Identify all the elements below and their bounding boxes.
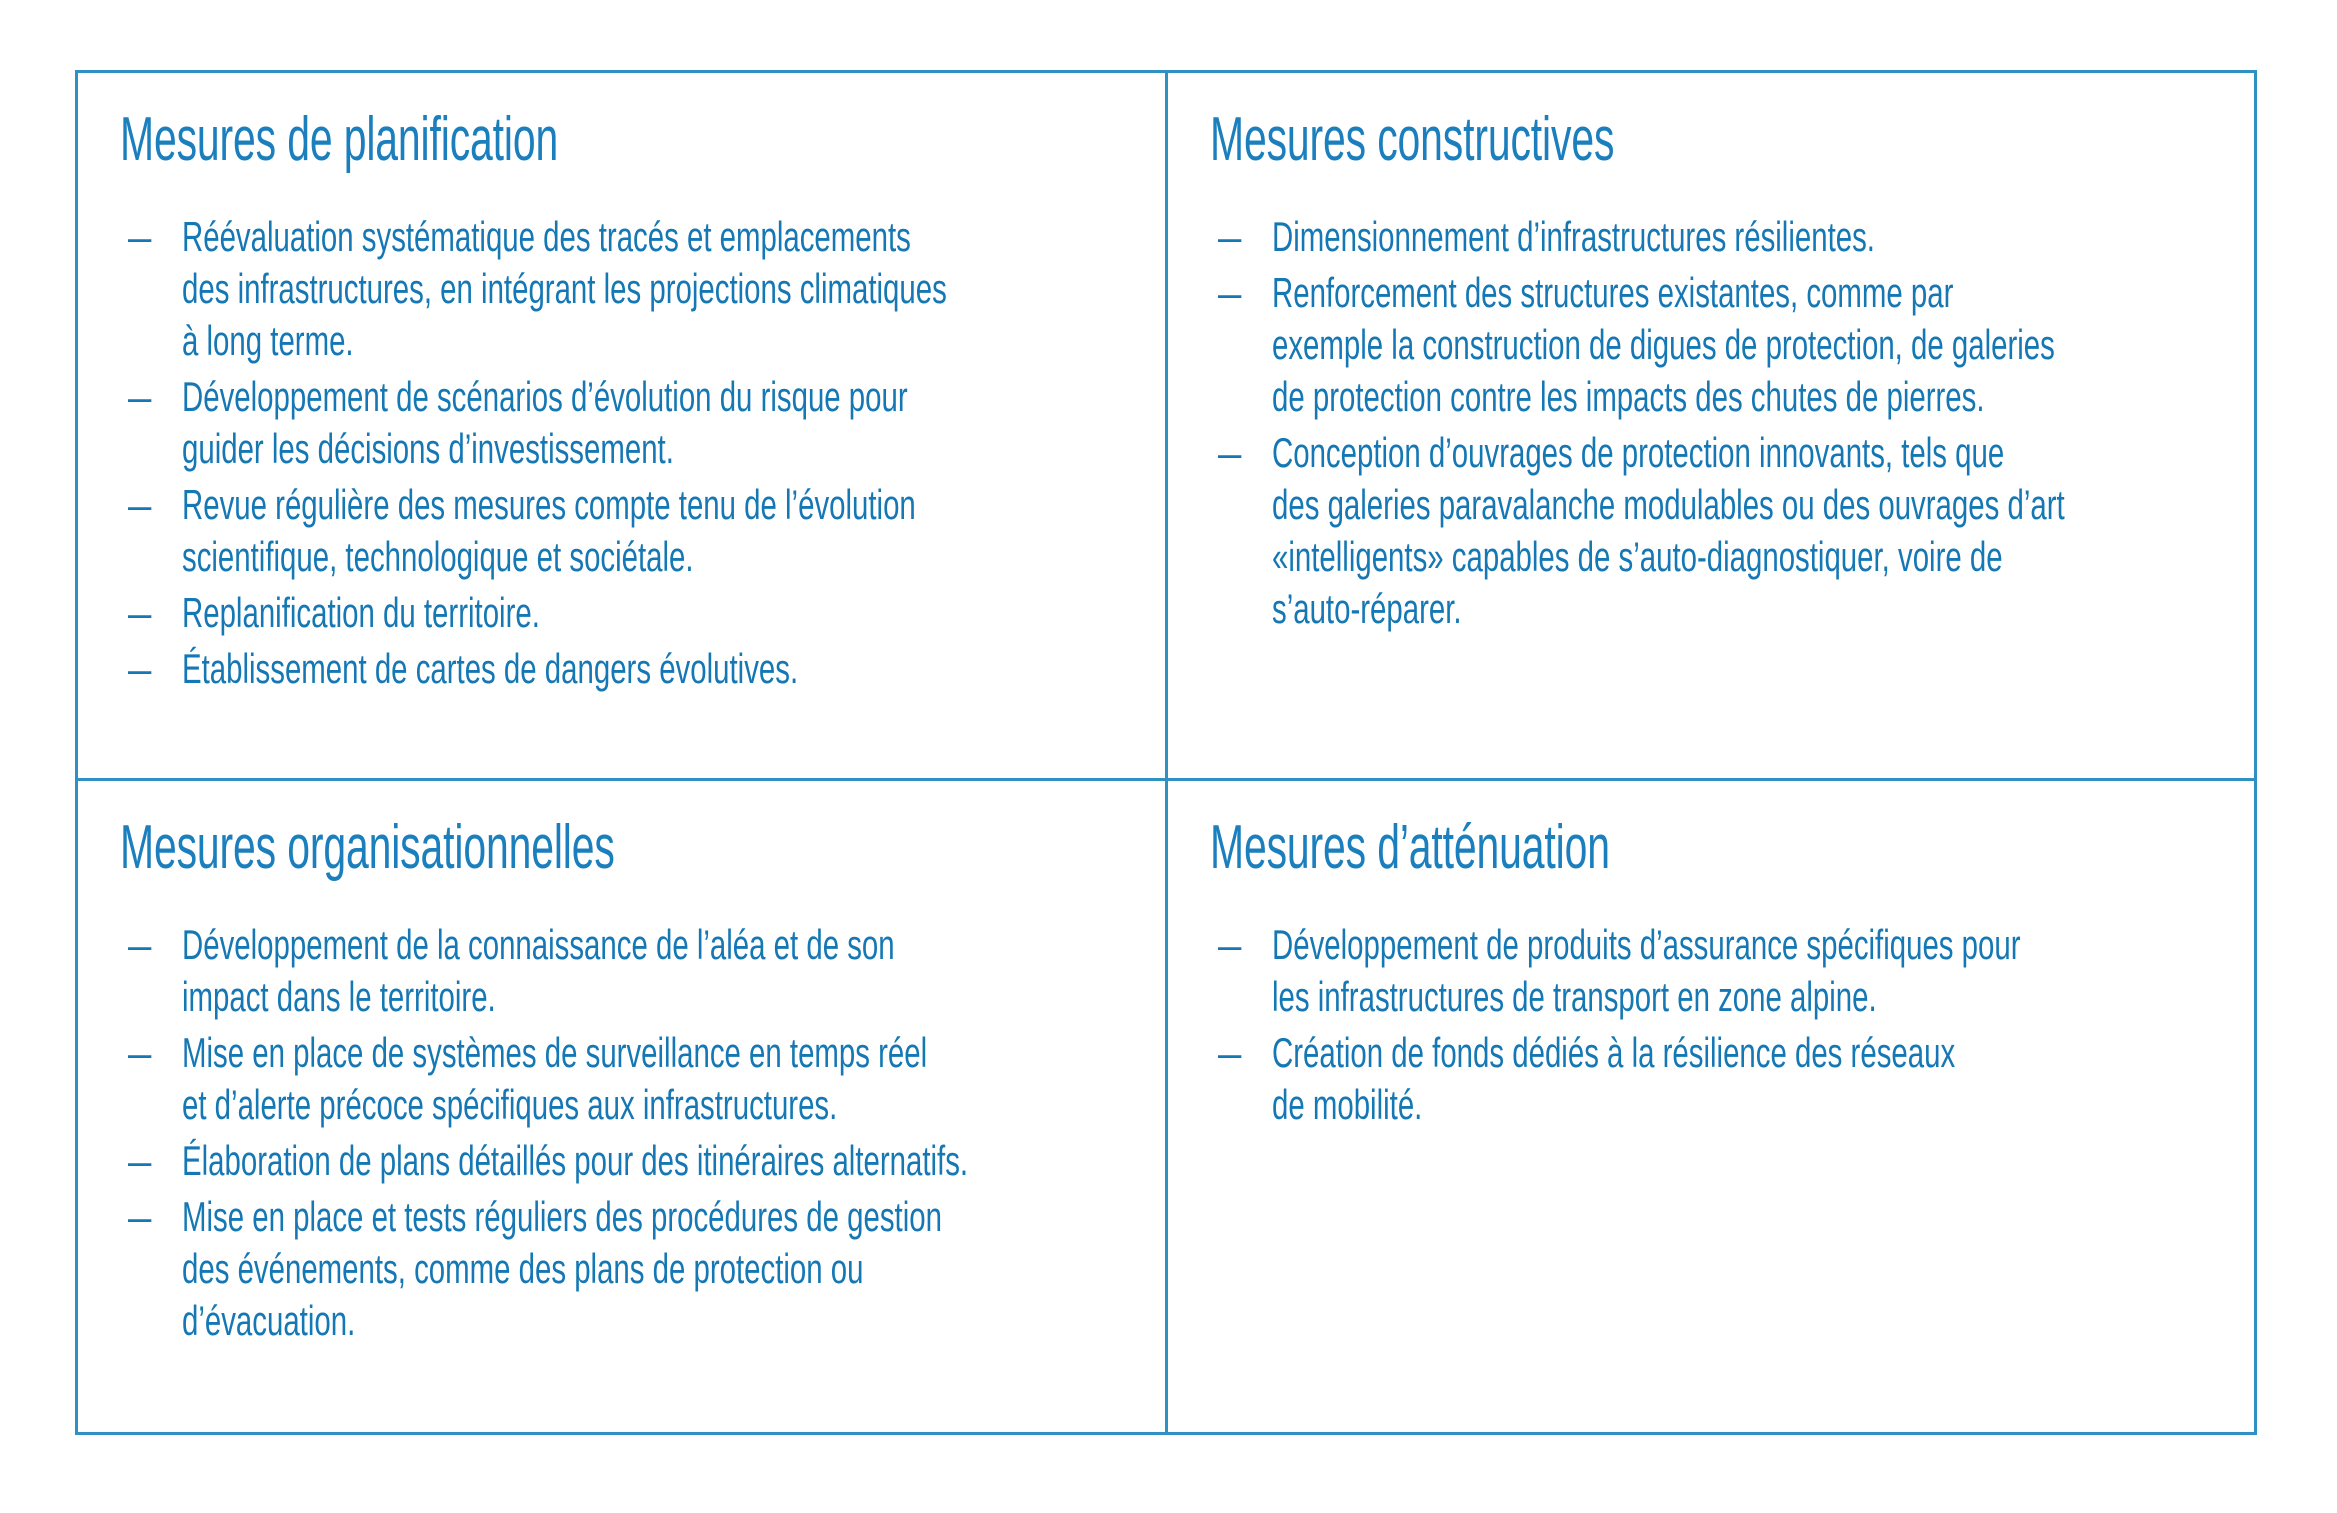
bullet-text [182, 1191, 1126, 1347]
bullet-dash-icon: – [1218, 213, 1242, 260]
bullet-item [1210, 267, 2217, 423]
bullet-text-line: «intelligents» capables de s’auto-diagnostiquer, voire de [1272, 533, 2003, 580]
bullet-text-line: des événements, comme des plans de protection ou [182, 1245, 864, 1292]
bullet-text-line: scientifique, technologique et sociétale. [182, 533, 694, 580]
bullet-text-line: exemple la construction de digues de protection, de galeries [1272, 321, 2055, 368]
bullet-text-line: Mise en place et tests réguliers des procédures de gestion [182, 1193, 942, 1240]
bullet-item [120, 371, 1125, 475]
bullet-text-line: Renforcement des structures existantes, comme par [1272, 269, 1954, 316]
bullet-dash-icon: – [128, 481, 152, 528]
bullet-item [120, 587, 1125, 639]
bullet-text-line: de mobilité. [1272, 1081, 1423, 1128]
bullet-text-line: Mise en place de systèmes de surveillance en temps réel [182, 1029, 928, 1076]
bullet-text [182, 1027, 1126, 1131]
bullet-item [1210, 1027, 2217, 1131]
quadrant-title-planification: Mesures de planification [120, 105, 559, 174]
bullet-dash-icon: – [128, 373, 152, 420]
bullet-text [1272, 427, 2218, 635]
bullet-text [182, 371, 1126, 475]
bullet-dash-icon: – [128, 1029, 152, 1076]
bullet-item [120, 1135, 1125, 1187]
bullet-text-line: Développement de scénarios d’évolution du risque pour [182, 373, 908, 420]
quadrant-title-constructives: Mesures constructives [1210, 105, 1615, 174]
bullet-item [120, 479, 1125, 583]
bullet-text-line: des infrastructures, en intégrant les projections climatiques [182, 265, 947, 312]
bullet-dash-icon: – [1218, 1029, 1242, 1076]
bullet-item [1210, 919, 2217, 1023]
bullet-item [1210, 211, 2217, 263]
bullet-text-line: guider les décisions d’investissement. [182, 425, 674, 472]
bullet-item [120, 1191, 1125, 1347]
bullet-text-line: de protection contre les impacts des chutes de pierres. [1272, 373, 1985, 420]
bullet-text [182, 919, 1126, 1023]
bullet-item [120, 919, 1125, 1023]
bullet-text-line: Replanification du territoire. [182, 589, 540, 636]
bullet-text-line: à long terme. [182, 317, 354, 364]
bullet-item [1210, 427, 2217, 635]
bullet-text [182, 1135, 1126, 1187]
bullet-text [1272, 267, 2218, 423]
bullet-text [182, 643, 1126, 695]
bullet-text [1272, 1027, 2218, 1131]
bullet-item [120, 211, 1125, 367]
bullet-dash-icon: – [128, 1137, 152, 1184]
bullet-list-constructives [1210, 211, 2217, 635]
quadrant-mesures-organisationnelles [78, 781, 1168, 1435]
quadrant-title-organisationnelles: Mesures organisationnelles [120, 813, 615, 882]
bullet-list-planification [120, 211, 1125, 695]
bullet-list-organisationnelles [120, 919, 1125, 1347]
bullet-text-line: Revue régulière des mesures compte tenu de l’évolution [182, 481, 916, 528]
bullet-dash-icon: – [128, 921, 152, 968]
bullet-text-line: des galeries paravalanche modulables ou des ouvrages d’art [1272, 481, 2065, 528]
bullet-dash-icon: – [128, 1193, 152, 1240]
bullet-text-line: s’auto-réparer. [1272, 585, 1462, 632]
bullet-text [182, 479, 1126, 583]
bullet-text-line: les infrastructures de transport en zone alpine. [1272, 973, 1877, 1020]
bullet-dash-icon: – [128, 213, 152, 260]
bullet-text-line: Élaboration de plans détaillés pour des itinéraires alternatifs. [182, 1137, 969, 1184]
bullet-text-line: Développement de produits d’assurance spécifiques pour [1272, 921, 2021, 968]
measures-grid [75, 70, 2257, 1435]
bullet-text-line: Dimensionnement d’infrastructures résilientes. [1272, 213, 1875, 260]
bullet-text-line: impact dans le territoire. [182, 973, 496, 1020]
bullet-dash-icon: – [1218, 269, 1242, 316]
bullet-dash-icon: – [128, 645, 152, 692]
bullet-text [1272, 211, 2218, 263]
bullet-dash-icon: – [1218, 429, 1242, 476]
quadrant-mesures-d-attenuation [1168, 781, 2257, 1435]
bullet-dash-icon: – [1218, 921, 1242, 968]
bullet-text-line: Développement de la connaissance de l’aléa et de son [182, 921, 895, 968]
quadrant-mesures-de-planification [78, 73, 1168, 781]
bullet-list-attenuation [1210, 919, 2217, 1131]
bullet-text-line: d’évacuation. [182, 1297, 356, 1344]
bullet-text-line: Réévaluation systématique des tracés et emplacements [182, 213, 911, 260]
bullet-item [120, 1027, 1125, 1131]
bullet-text [182, 211, 1126, 367]
quadrant-title-attenuation: Mesures d’atténuation [1210, 813, 1610, 882]
bullet-dash-icon: – [128, 589, 152, 636]
bullet-text-line: Établissement de cartes de dangers évolutives. [182, 645, 799, 692]
quadrant-mesures-constructives [1168, 73, 2257, 781]
bullet-text-line: et d’alerte précoce spécifiques aux infrastructures. [182, 1081, 838, 1128]
bullet-text [1272, 919, 2218, 1023]
bullet-item [120, 643, 1125, 695]
bullet-text [182, 587, 1126, 639]
bullet-text-line: Conception d’ouvrages de protection innovants, tels que [1272, 429, 2005, 476]
bullet-text-line: Création de fonds dédiés à la résilience des réseaux [1272, 1029, 1956, 1076]
